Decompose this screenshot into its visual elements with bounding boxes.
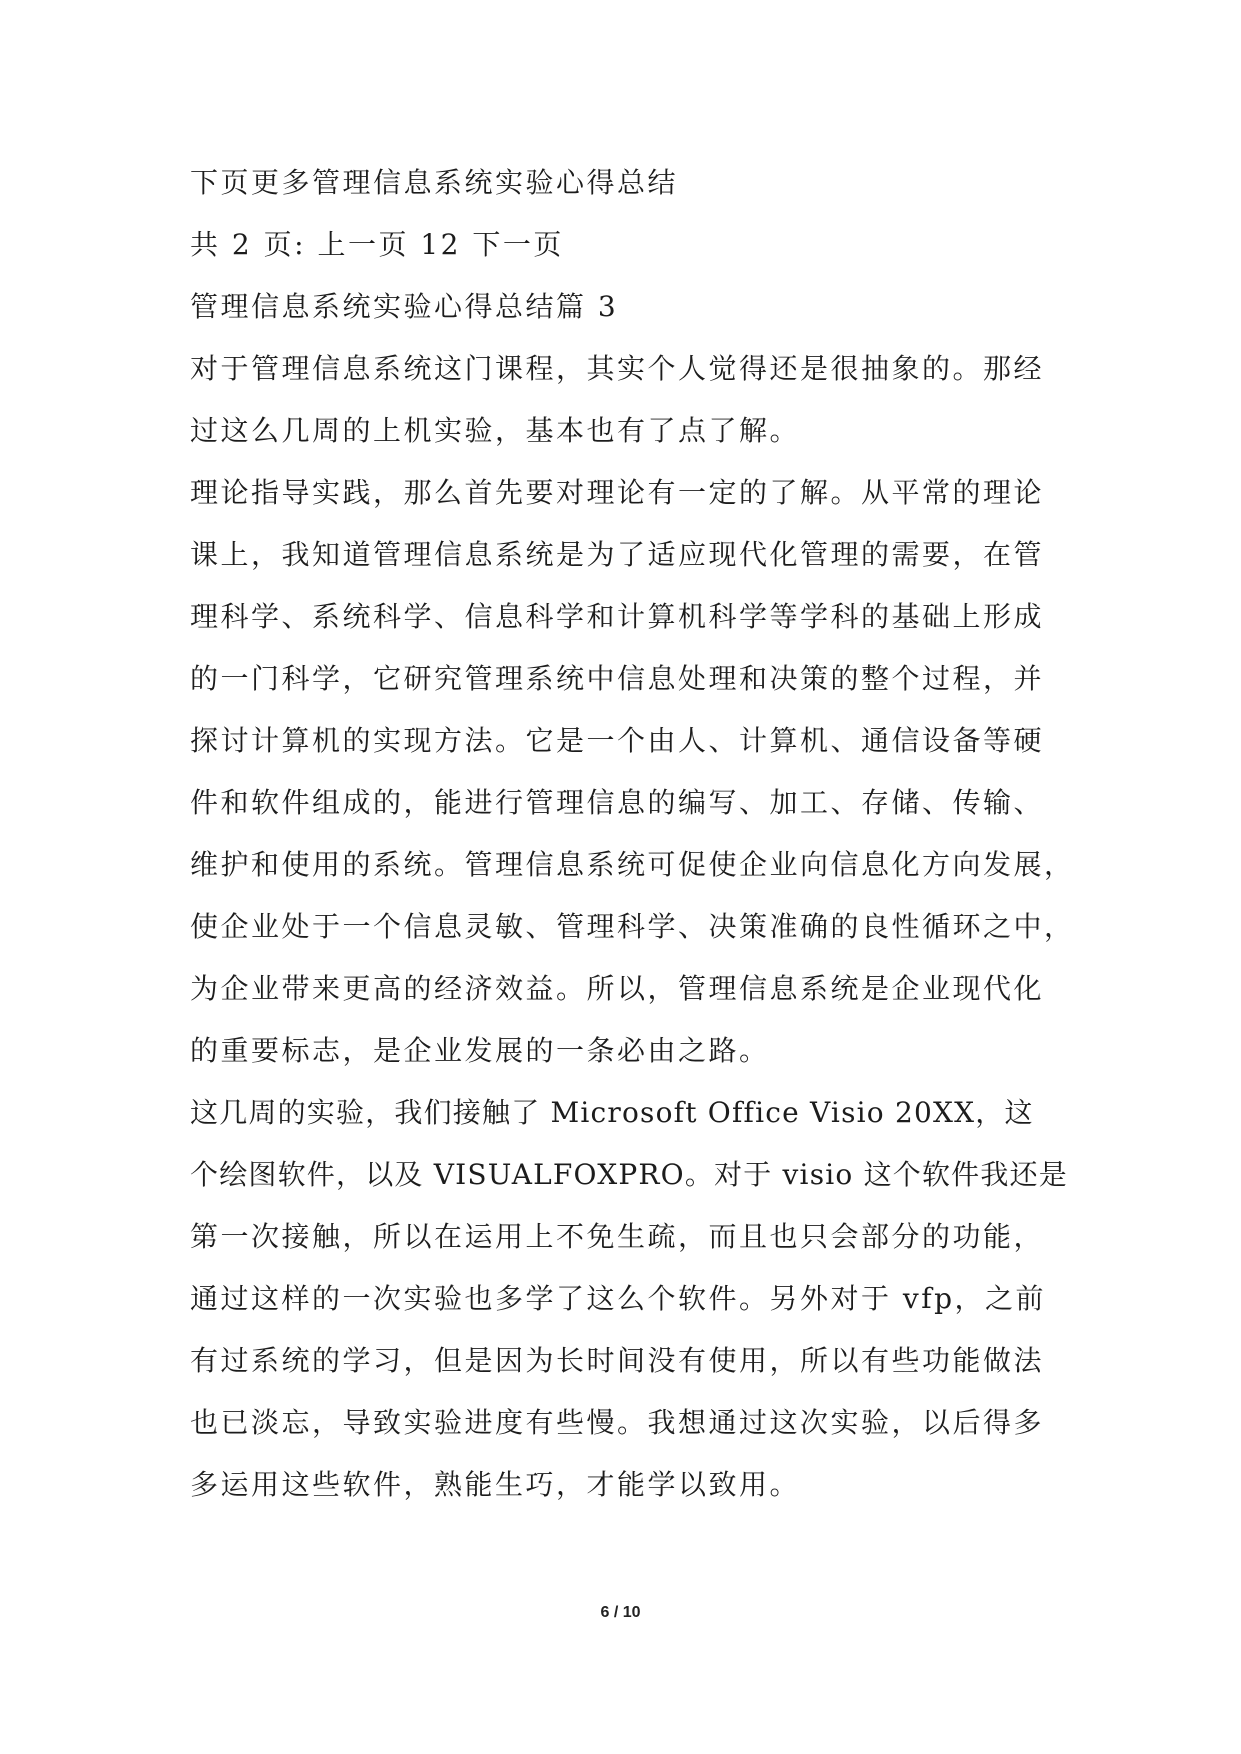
text-line: 下页更多管理信息系统实验心得总结 (190, 166, 679, 199)
text-line: 个绘图软件，以及 VISUALFOXPRO。对于 visio 这个软件我还是 (190, 1158, 1068, 1191)
text-line: 的重要标志，是企业发展的一条必由之路。 (190, 1034, 770, 1067)
section-heading: 管理信息系统实验心得总结篇 3 (190, 290, 619, 323)
text-line: 理论指导实践，那么首先要对理论有一定的了解。从平常的理论 (190, 476, 1045, 509)
text-line: 理科学、系统科学、信息科学和计算机科学等学科的基础上形成 (190, 600, 1045, 633)
text-line: 有过系统的学习，但是因为长时间没有使用，所以有些功能做法 (190, 1344, 1045, 1377)
text-line: 对于管理信息系统这门课程，其实个人觉得还是很抽象的。那经 (190, 352, 1045, 385)
text-line: 过这么几周的上机实验，基本也有了点了解。 (190, 414, 801, 447)
text-line: 第一次接触，所以在运用上不免生疏，而且也只会部分的功能， (190, 1220, 1045, 1253)
text-line: 这几周的实验，我们接触了 Microsoft Office Visio 20XX，这 (190, 1096, 1034, 1129)
text-line: 维护和使用的系统。管理信息系统可促使企业向信息化方向发展， (190, 848, 1075, 881)
page-number: 6 / 10 (600, 1604, 641, 1621)
text-line: 课上，我知道管理信息系统是为了适应现代化管理的需要，在管 (190, 538, 1045, 571)
text-line: 的一门科学，它研究管理系统中信息处理和决策的整个过程，并 (190, 662, 1045, 695)
text-line: 为企业带来更高的经济效益。所以，管理信息系统是企业现代化 (190, 972, 1045, 1005)
text-line: 件和软件组成的，能进行管理信息的编写、加工、存储、传输、 (190, 786, 1045, 819)
text-line: 探讨计算机的实现方法。它是一个由人、计算机、通信设备等硬 (190, 724, 1045, 757)
pagination-text: 共 2 页: 上一页 12 下一页 (190, 228, 564, 261)
document-body (190, 152, 1075, 1516)
text-line: 通过这样的一次实验也多学了这么个软件。另外对于 vfp，之前 (190, 1282, 1047, 1315)
text-line: 也已淡忘，导致实验进度有些慢。我想通过这次实验，以后得多 (190, 1406, 1045, 1439)
text-line: 使企业处于一个信息灵敏、管理科学、决策准确的良性循环之中， (190, 910, 1075, 943)
text-line: 多运用这些软件，熟能生巧，才能学以致用。 (190, 1468, 801, 1501)
